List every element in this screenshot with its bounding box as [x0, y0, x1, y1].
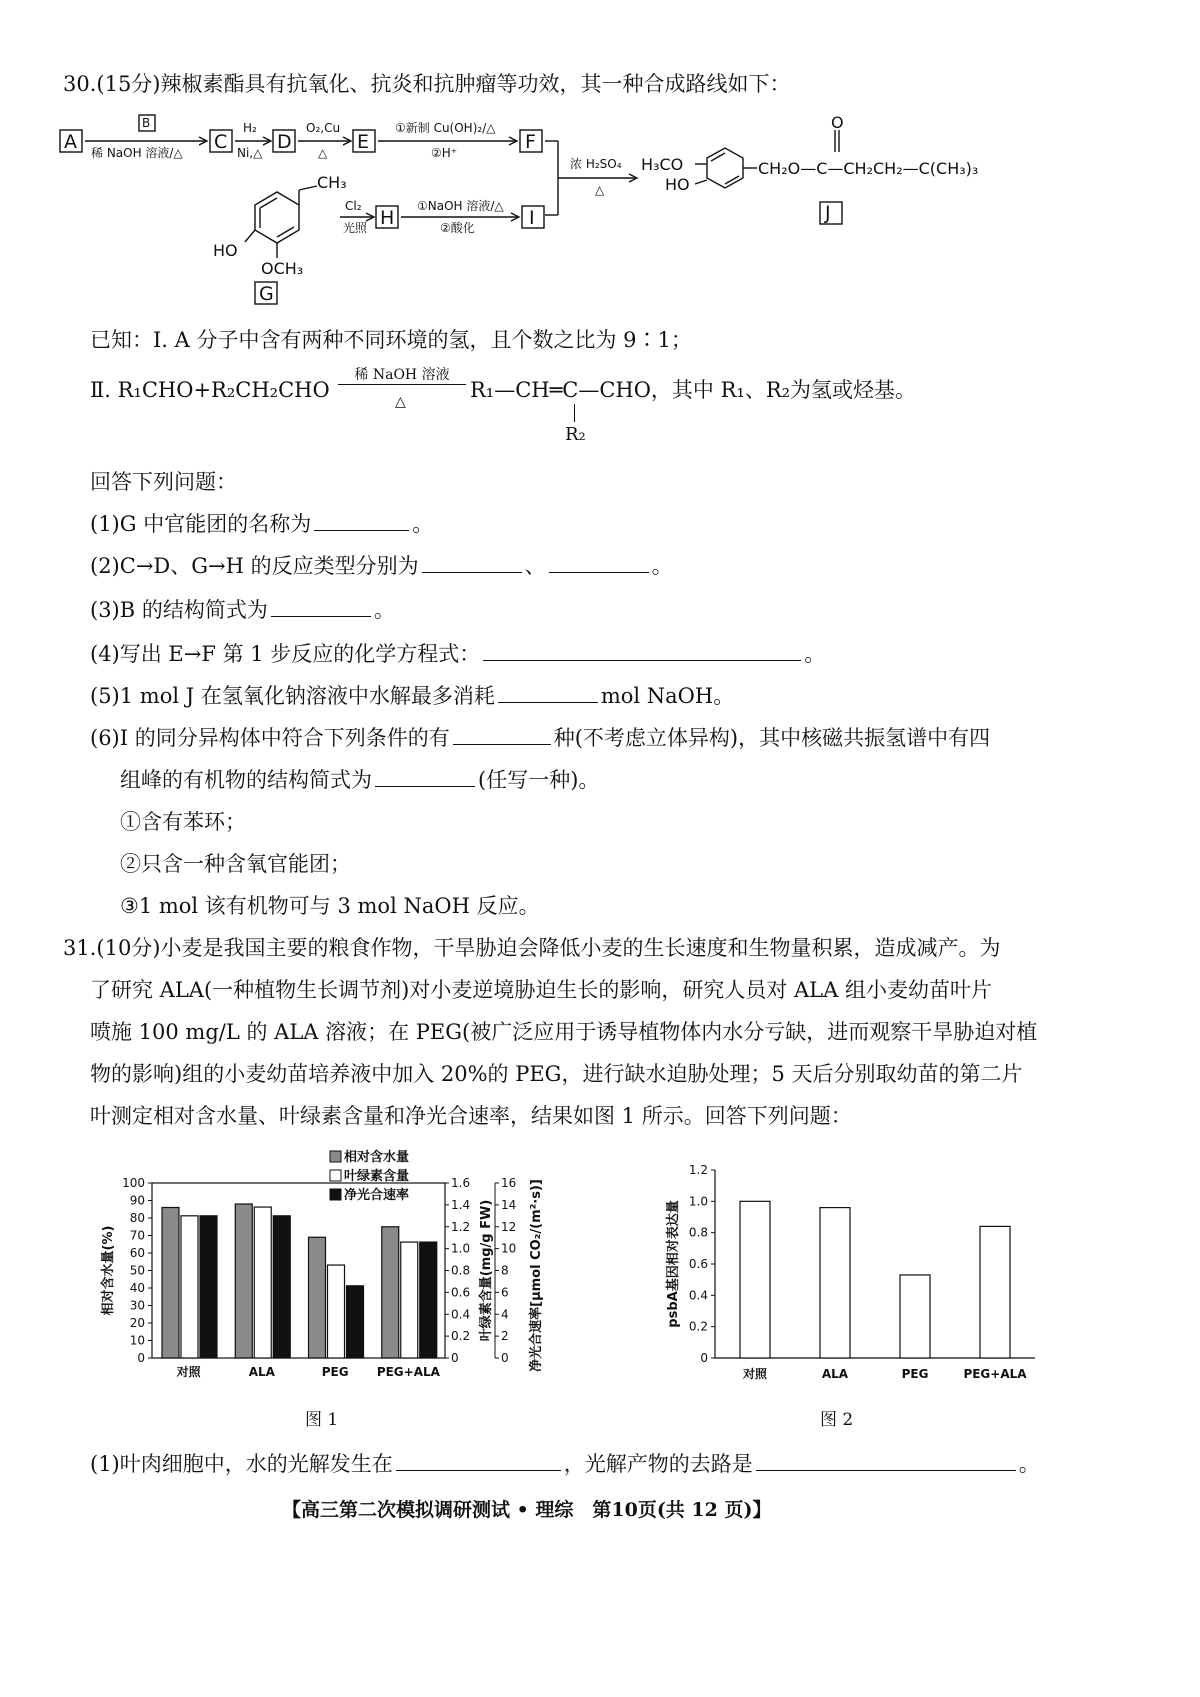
cond-5-top: Cl₂: [345, 199, 362, 213]
q30-item-6: (6)I 的同分异构体中符合下列条件的有 种(不考虑立体异构)，其中核磁共振氢谱中有四: [90, 726, 991, 750]
y3-axis-title: 净光合速率[μmol CO₂/(m²·s)]: [529, 1179, 544, 1372]
reaction-scheme: [55, 110, 1145, 310]
x-tick-label: ALA: [248, 1365, 275, 1379]
cond-5-bottom: 光照: [343, 221, 368, 235]
compound-d: D: [277, 131, 292, 153]
answer-blank[interactable]: [498, 701, 598, 703]
q30-item-1: (1)G 中官能团的名称为 。: [90, 512, 434, 536]
y2-tick-label: 0.8: [451, 1263, 471, 1278]
y3-tick-label: 12: [501, 1219, 517, 1234]
legend-label: 净光合速率: [344, 1188, 410, 1203]
y-axis-title: 相对含水量(%): [101, 1225, 116, 1316]
j-h3co: H₃CO: [641, 155, 684, 174]
y2-tick-label: 1.0: [451, 1241, 471, 1256]
condition-2: ②只含一种含氧官能团；: [120, 852, 351, 876]
known-2-right: R₁—CH═C—CHO，其中 R₁、R₂为氢或烃基。: [470, 378, 917, 402]
y-tick-label: 80: [129, 1211, 145, 1225]
compound-j: J: [825, 202, 831, 224]
x-tick-label: PEG: [321, 1365, 349, 1379]
known-2-left: Ⅱ. R₁CHO+R₂CH₂CHO: [90, 378, 330, 402]
q30-item-6b: 组峰的有机物的结构简式为 (任写一种)。: [120, 768, 600, 792]
legend-label: 叶绿素含量: [344, 1169, 410, 1184]
legend-label: 相对含水量: [344, 1150, 410, 1165]
g-ho: HO: [213, 241, 238, 260]
cond-3-bottom: △: [318, 146, 328, 160]
y3-tick-label: 14: [501, 1197, 517, 1212]
answer-blank[interactable]: [453, 743, 551, 745]
compound-e: E: [357, 131, 370, 153]
answer-blank[interactable]: [422, 571, 522, 573]
q30-item-5: (5)1 mol J 在氢氧化钠溶液中水解最多消耗 mol NaOH。: [90, 684, 735, 708]
compound-c: C: [214, 131, 228, 153]
y-tick-label: 10: [129, 1333, 145, 1348]
y2-tick-label: 1.2: [451, 1219, 471, 1234]
y-axis-title: psbA基因相对表达量: [666, 1200, 681, 1328]
compound-a: A: [64, 131, 77, 153]
q31-line-3: 喷施 100 mg/L 的 ALA 溶液；在 PEG(被广泛应用于诱导植物体内水分亏缺，进而观察干旱胁迫对植: [90, 1020, 1038, 1044]
g-ch3: CH₃: [317, 173, 347, 192]
compound-g: G: [259, 283, 274, 305]
x-tick-label: PEG+ALA: [376, 1365, 440, 1379]
bar: [347, 1286, 364, 1358]
y2-tick-label: 0: [451, 1351, 459, 1365]
y2-tick-label: 0.4: [451, 1307, 471, 1322]
q30-item-2: (2)C→D、G→H 的反应类型分别为 、 。: [90, 554, 673, 578]
y3-tick-label: 0: [501, 1351, 509, 1365]
q30-header: 30.(15分)辣椒素酯具有抗氧化、抗炎和抗肿瘤等功效，其一种合成路线如下：: [63, 72, 791, 96]
bar: [740, 1201, 770, 1358]
y-tick-label: 0: [137, 1351, 145, 1365]
y3-tick-label: 6: [501, 1285, 509, 1300]
y-tick-label: 60: [129, 1246, 145, 1260]
x-tick-label: PEG: [901, 1367, 929, 1381]
bar: [309, 1237, 326, 1358]
q31-line-5: 叶测定相对含水量、叶绿素含量和净光合速率，结果如图 1 所示。回答下列问题：: [90, 1104, 852, 1128]
cond-1: 稀 NaOH 溶液/△: [91, 146, 183, 160]
condition-3: ③1 mol 该有机物可与 3 mol NaOH 反应。: [120, 894, 540, 918]
y2-axis-title: 叶绿素含量(mg/g FW): [479, 1199, 494, 1342]
j-chain: CH₂O—C—CH₂CH₂—C(CH₃)₃: [758, 159, 979, 178]
answer-blank[interactable]: [549, 571, 649, 573]
answer-prompt: 回答下列问题：: [90, 470, 237, 494]
y-tick-label: 0.6: [688, 1257, 708, 1271]
x-tick-label: 对照: [742, 1367, 768, 1381]
y2-tick-label: 1.4: [451, 1197, 471, 1212]
y2-tick-label: 0.6: [451, 1285, 471, 1300]
y-tick-label: 0.2: [688, 1319, 708, 1334]
bar: [900, 1275, 930, 1358]
y2-tick-label: 0.2: [451, 1329, 471, 1344]
legend-swatch: [330, 1170, 341, 1181]
figure-1-caption: 图 1: [305, 1410, 339, 1430]
figure-2-chart: [665, 1160, 1045, 1400]
bar: [328, 1265, 345, 1358]
answer-blank[interactable]: [756, 1469, 1016, 1471]
compound-i: I: [529, 207, 535, 229]
bar: [181, 1216, 198, 1358]
y-tick-label: 1.0: [688, 1194, 708, 1209]
reagent-b: B: [142, 116, 151, 130]
answer-blank[interactable]: [271, 615, 371, 617]
y-tick-label: 70: [129, 1228, 145, 1243]
bar: [273, 1216, 290, 1358]
y3-tick-label: 2: [501, 1329, 509, 1344]
y2-tick-label: 1.6: [451, 1176, 471, 1190]
bar: [980, 1226, 1010, 1358]
j-ho: HO: [665, 175, 690, 194]
y3-tick-label: 10: [501, 1241, 517, 1256]
q31-line-4: 物的影响)组的小麦幼苗培养液中加入 20%的 PEG，进行缺水迫胁处理；5 天后分别取幼苗的第二片: [90, 1062, 1023, 1086]
answer-blank[interactable]: [314, 529, 409, 531]
bar: [162, 1208, 179, 1359]
g-och3: OCH₃: [261, 259, 304, 278]
x-tick-label: ALA: [821, 1367, 849, 1381]
y-tick-label: 40: [129, 1281, 145, 1295]
known-1: 已知：Ⅰ. A 分子中含有两种不同环境的氢，且个数之比为 9∶1；: [90, 328, 692, 352]
x-tick-label: 对照: [176, 1365, 201, 1379]
bar: [820, 1208, 850, 1358]
cond-6-top: ①NaOH 溶液/△: [417, 199, 504, 213]
cond-3-top: O₂,Cu: [306, 121, 341, 135]
compound-f: F: [525, 131, 536, 153]
page-footer: 【高三第二次模拟调研测试 • 理综 第10页(共 12 页)】: [282, 1499, 772, 1521]
q30-item-4: (4)写出 E→F 第 1 步反应的化学方程式： 。: [90, 642, 826, 666]
y-tick-label: 100: [122, 1176, 145, 1190]
figure-2-caption: 图 2: [820, 1410, 854, 1430]
j-o: O: [831, 113, 844, 132]
q30-item-3: (3)B 的结构简式为 。: [90, 598, 395, 622]
condition-1: ①含有苯环；: [120, 810, 246, 834]
bar: [254, 1207, 271, 1358]
bar: [235, 1204, 252, 1358]
y-tick-label: 90: [129, 1193, 145, 1208]
x-tick-label: PEG+ALA: [963, 1367, 1027, 1381]
q31-line-2: 了研究 ALA(一种植物生长调节剂)对小麦逆境胁迫生长的影响，研究人员对 ALA 组小麦幼苗叶片: [90, 978, 992, 1002]
y-tick-label: 0.8: [688, 1225, 708, 1240]
y3-tick-label: 16: [501, 1176, 517, 1190]
figure-1-chart: [100, 1145, 580, 1445]
bar: [382, 1227, 399, 1358]
y3-tick-label: 8: [501, 1263, 509, 1278]
compound-h: H: [380, 207, 395, 229]
y-tick-label: 1.2: [688, 1163, 708, 1177]
bar: [401, 1242, 418, 1358]
y-tick-label: 20: [129, 1316, 145, 1330]
legend-swatch: [330, 1189, 341, 1200]
q31-line-1: 31.(10分)小麦是我国主要的粮食作物，干旱胁迫会降低小麦的生长速度和生物量积累，造成减产。为: [63, 936, 1001, 960]
cond-7-top: 浓 H₂SO₄: [570, 157, 622, 171]
bar: [420, 1242, 437, 1358]
answer-blank[interactable]: [483, 659, 801, 661]
legend-swatch: [330, 1151, 341, 1162]
known-2-bond: [574, 404, 575, 422]
q31-item-1: (1)叶肉细胞中，水的光解发生在 ，光解产物的去路是 。: [90, 1452, 1040, 1476]
answer-blank[interactable]: [375, 785, 475, 787]
y-tick-label: 0.4: [688, 1288, 708, 1303]
y3-tick-label: 4: [501, 1307, 509, 1322]
y-tick-label: 50: [129, 1263, 145, 1278]
cond-2-bottom: Ni,△: [237, 146, 263, 160]
known-2-arrow-top: 稀 NaOH 溶液: [338, 364, 466, 385]
y-tick-label: 0: [700, 1351, 708, 1365]
cond-4-bottom: ②H⁺: [431, 146, 458, 160]
known-2-r2: R₂: [565, 424, 586, 445]
y-tick-label: 30: [129, 1298, 145, 1313]
known-2-arrow-bottom: △: [395, 394, 406, 410]
cond-6-bottom: ②酸化: [440, 221, 475, 235]
cond-4-top: ①新制 Cu(OH)₂/△: [395, 121, 496, 135]
bar: [200, 1216, 217, 1358]
answer-blank[interactable]: [396, 1469, 561, 1471]
cond-2-top: H₂: [243, 121, 257, 135]
cond-7-bottom: △: [595, 183, 605, 197]
